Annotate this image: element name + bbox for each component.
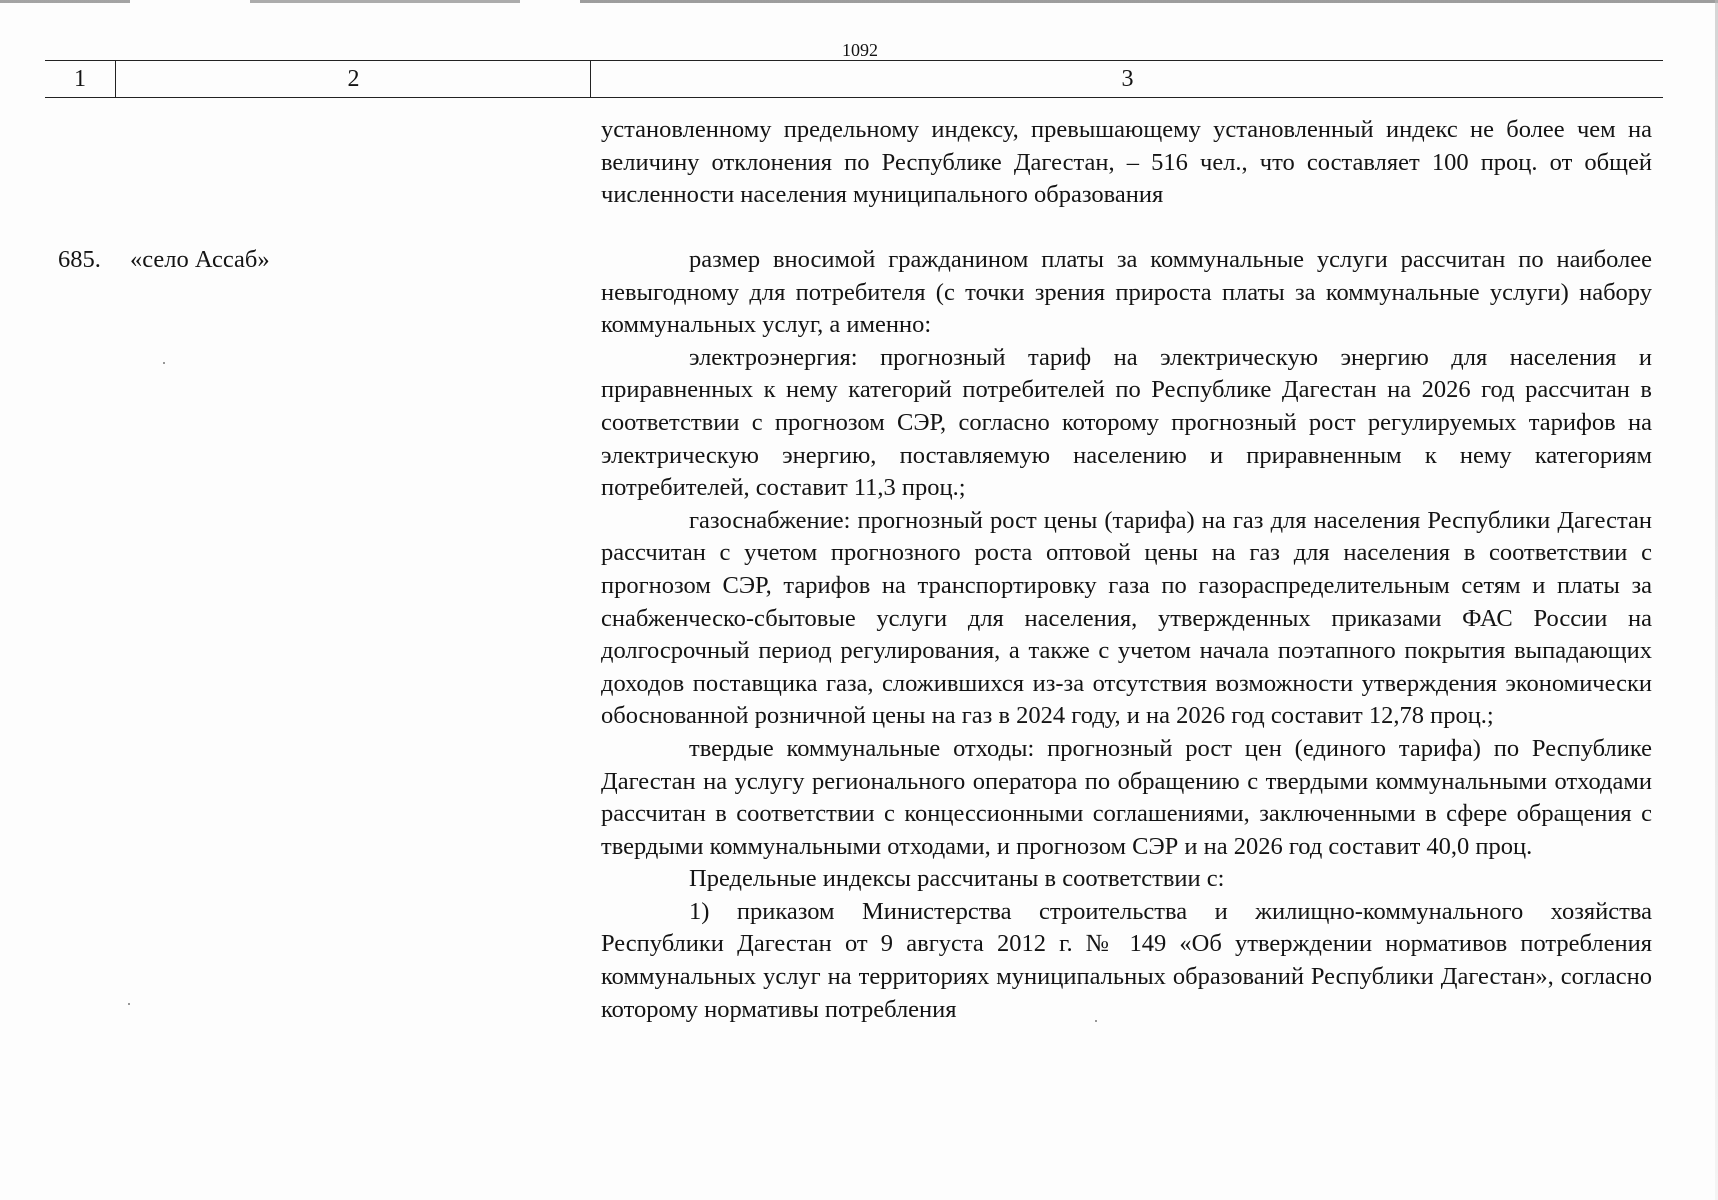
paragraph-solid-waste: твердые коммунальные отходы: прогнозный рост цен (единого тарифа) по Республике Дагестан на услугу регионального оператора по обращению с твердыми коммунальными отходами рассчитан в соответствии с концессионными соглашениями, заключенными в сфере обращения с твердыми коммунальными отходами, и прогнозом СЭР и на 2026 год составит 40,0 проц. — [601, 734, 1652, 860]
paragraph-gas-supply: газоснабжение: прогнозный рост цены (тарифа) на газ для населения Республики Дагестан рассчитан с учетом прогнозного роста оптовой цены на газ для населения в соответствии с прогнозом СЭР, тарифов на транспортировку газа по газораспределительным сетям и платы за снабженческо-сбытовые услуги для населения, утвержденных приказами ФАС России на долгосрочный период регулирования, а также с учетом начала поэтапного покрытия выпадающих доходов поставщика газа, сложившихся из-за отсутствия возможности утверждения экономически обоснованной розничной цены на газ в 2024 году, и на 2026 год составит 12,78 проц.; — [601, 506, 1652, 730]
paragraph-ministry-order: 1) приказом Министерства строительства и жилищно-коммунального хозяйства Республики Дагестан от 9 августа 2012 г. № 149 «Об утверждении нормативов потребления коммунальных услуг на территориях муниципальных образований Республики Дагестан», согласно которому нормативы потребления — [601, 897, 1652, 1023]
scan-speck — [163, 362, 165, 364]
entry-number: 685. — [58, 246, 101, 273]
paragraph-indices-intro: Предельные индексы рассчитаны в соответствии с: — [689, 865, 1225, 893]
page-number: 1092 — [842, 40, 878, 60]
table-header-row — [45, 60, 1663, 98]
scan-top-edge — [0, 0, 1718, 3]
paragraph-electricity: электроэнергия: прогнозный тариф на электрическую энергию для населения и приравненных к нему категорий потребителей по Республике Дагестан на 2026 год рассчитан в соответствии с прогнозом СЭР, согласно которому прогнозный рост регулируемых тарифов на электрическую энергию, поставляемую населению и приравненным к нему категориям потребителей, составит 11,3 проц.; — [601, 343, 1652, 502]
continuation-cell — [601, 114, 1652, 212]
scan-speck — [1095, 1020, 1097, 1022]
table-header-col-3: 3 — [590, 61, 1664, 97]
entry-name: «село Ассаб» — [130, 246, 270, 273]
entry-description-cell — [601, 244, 1652, 1026]
table-header-col-2: 2 — [115, 61, 591, 97]
scan-speck — [128, 1003, 130, 1005]
paragraph-payment-size: размер вносимой гражданином платы за коммунальные услуги рассчитан по наиболее невыгодному для потребителя (с точки зрения прироста платы за коммунальные услуги) набору коммунальных услуг, а именно: — [601, 246, 1652, 339]
continuation-text: установленному предельному индексу, превышающему установленный индекс не более чем на величину отклонения по Республике Дагестан, – 516 чел., что составляет 100 проц. от общей численности населения муниципального образования — [601, 116, 1652, 209]
table-header-col-1: 1 — [74, 66, 86, 92]
